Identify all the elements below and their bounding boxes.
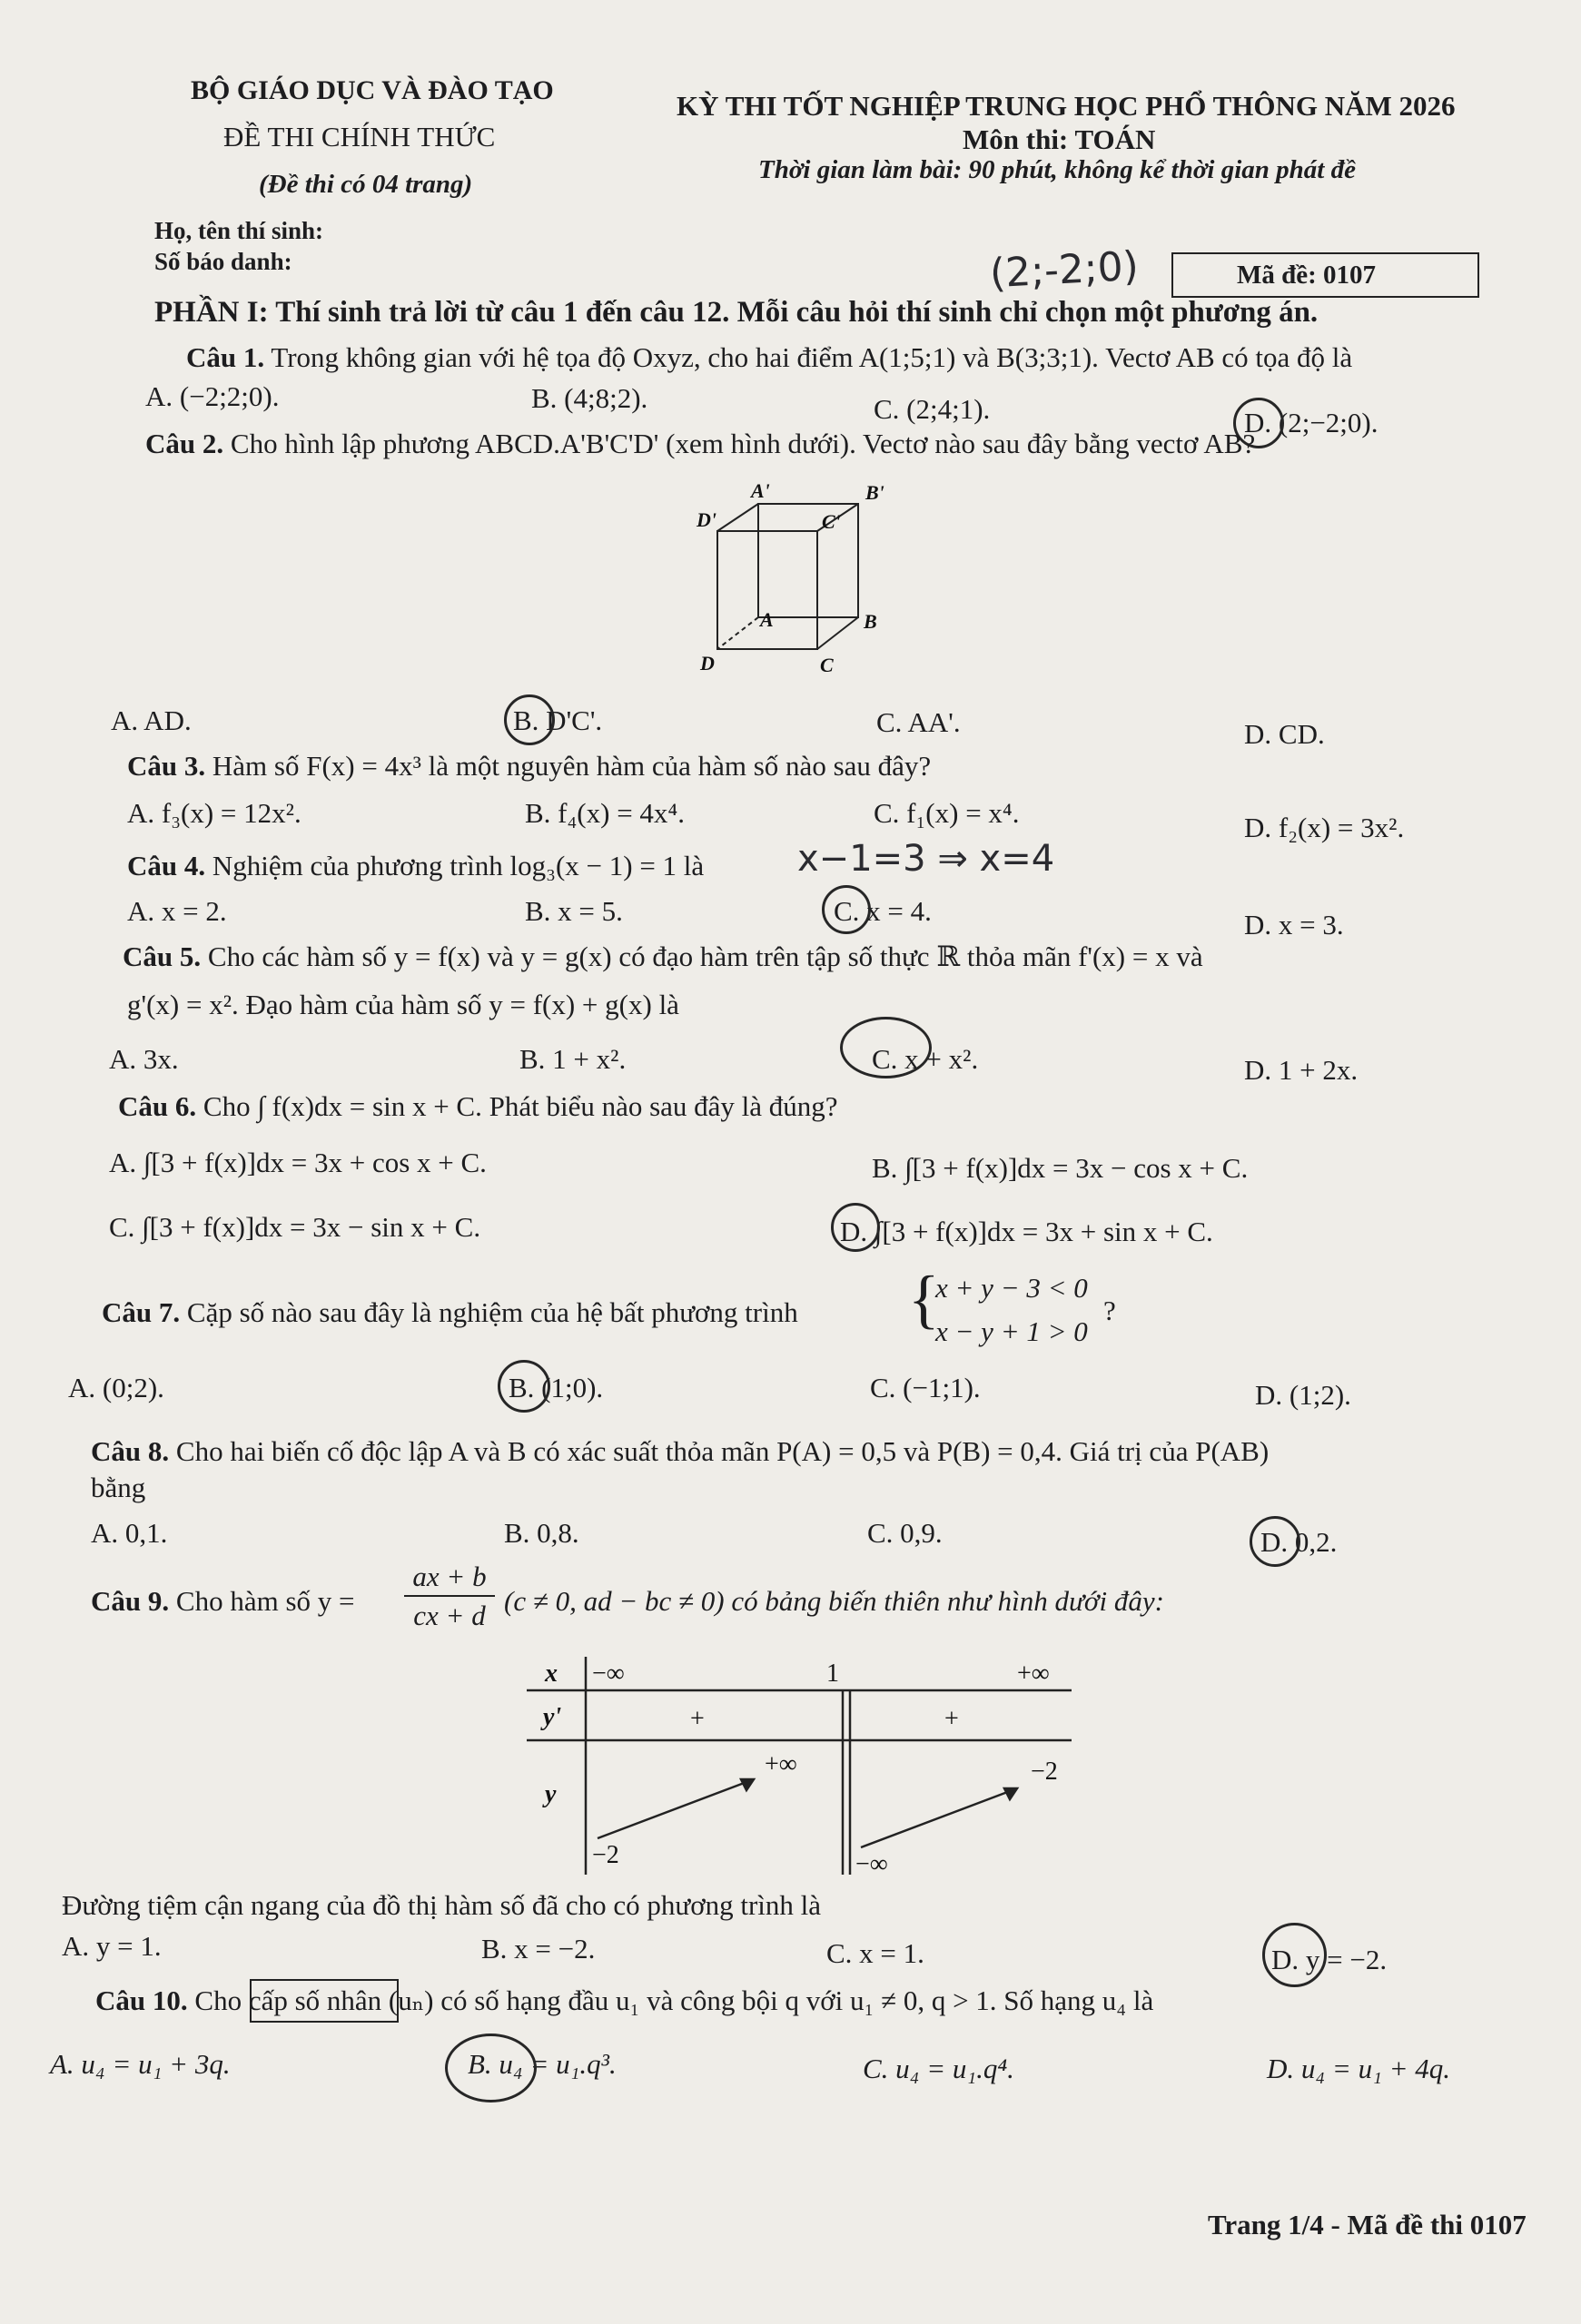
q3-option-d: D. f₂(x) = 3x². bbox=[1244, 812, 1405, 843]
q3-option-a: A. f₃(x) = 12x². bbox=[127, 797, 301, 829]
q10-label: Câu 10. bbox=[95, 1984, 188, 2016]
table-y-label: y bbox=[545, 1780, 557, 1808]
q8-option-c: C. 0,9. bbox=[867, 1517, 943, 1549]
q6-answer-circle bbox=[831, 1203, 880, 1252]
cube-label-a: A bbox=[760, 608, 774, 631]
q10-answer-circle bbox=[445, 2034, 537, 2102]
cube-label-d1: D' bbox=[697, 508, 716, 531]
system-inequality-2: x − y + 1 > 0 bbox=[935, 1315, 1088, 1347]
arrow-left-head bbox=[741, 1779, 754, 1790]
q9-label: Câu 9. bbox=[91, 1585, 170, 1617]
q8-stem-line2: bằng bbox=[91, 1472, 146, 1503]
q6-option-a: A. ∫[3 + f(x)]dx = 3x + cos x + C. bbox=[109, 1147, 487, 1178]
official-exam-label: ĐỀ THI CHÍNH THỨC bbox=[223, 121, 496, 153]
q7-label: Câu 7. bbox=[102, 1296, 181, 1328]
cube-label-c: C bbox=[820, 654, 834, 676]
table-dy-label: y' bbox=[543, 1703, 562, 1731]
q4-text: Nghiệm của phương trình log₃(x − 1) = 1 là bbox=[212, 850, 705, 881]
q10-option-c: C. u₄ = u₁.q⁴. bbox=[863, 2053, 1014, 2084]
q8-option-a: A. 0,1. bbox=[91, 1517, 168, 1549]
q10-option-d: D. u₄ = u₁ + 4q. bbox=[1267, 2053, 1451, 2084]
q1-option-d: D. (2;−2;0). bbox=[1244, 407, 1378, 438]
q4-option-a: A. x = 2. bbox=[127, 895, 227, 927]
q9-question: Đường tiệm cận ngang của đồ thị hàm số đã cho có phương trình là bbox=[62, 1889, 822, 1921]
q5-stem-line2: g'(x) = x². Đạo hàm của hàm số y = f(x) + g(x) là bbox=[127, 989, 679, 1020]
q5-answer-circle bbox=[840, 1017, 932, 1078]
handwritten-answer-note: (2;-2;0) bbox=[988, 242, 1141, 298]
q6-option-b: B. ∫[3 + f(x)]dx = 3x − cos x + C. bbox=[872, 1152, 1249, 1184]
q1-option-b: B. (4;8;2). bbox=[531, 382, 648, 414]
q7-stem bbox=[102, 1295, 798, 1329]
q7-option-b: B. (1;0). bbox=[509, 1372, 604, 1403]
q4-stem bbox=[127, 849, 704, 882]
q2-option-d: D. CD. bbox=[1244, 718, 1325, 750]
cube-front-face bbox=[717, 531, 817, 649]
q7-option-d: D. (1;2). bbox=[1255, 1379, 1351, 1411]
q2-option-a: A. AD. bbox=[111, 704, 192, 736]
arrow-left-branch bbox=[598, 1779, 754, 1838]
q9-text-post: (c ≠ 0, ad − bc ≠ 0) có bảng biến thiên như hình dưới đây: bbox=[504, 1585, 1164, 1617]
ministry-title: BỘ GIÁO DỤC VÀ ĐÀO TẠO bbox=[191, 75, 554, 105]
q2-option-c: C. AA'. bbox=[876, 706, 961, 738]
cube-figure bbox=[695, 463, 931, 690]
candidate-id-label: Số báo danh: bbox=[154, 248, 292, 275]
time-note: Thời gian làm bài: 90 phút, không kể thời gian phát đề bbox=[758, 155, 1356, 184]
q9-answer-circle bbox=[1262, 1923, 1327, 1987]
cube-label-b: B bbox=[864, 610, 877, 633]
cube-label-d: D bbox=[700, 652, 715, 675]
cube-back-face bbox=[758, 504, 858, 617]
q8-text: Cho hai biến cố độc lập A và B có xác suất thỏa mãn P(A) = 0,5 và P(B) = 0,4. Giá trị của P(AB) bbox=[175, 1435, 1270, 1467]
candidate-name-label: Họ, tên thí sinh: bbox=[154, 217, 324, 244]
q6-text: Cho ∫ f(x)dx = sin x + C. Phát biểu nào sau đây là đúng? bbox=[203, 1090, 838, 1122]
table-x-label: x bbox=[545, 1659, 558, 1688]
system-brace: { bbox=[908, 1263, 940, 1335]
q6-option-c: C. ∫[3 + f(x)]dx = 3x − sin x + C. bbox=[109, 1211, 481, 1243]
q1-option-c: C. (2;4;1). bbox=[874, 393, 991, 425]
q6-label: Câu 6. bbox=[118, 1090, 197, 1122]
q3-option-c: C. f₁(x) = x⁴. bbox=[874, 797, 1020, 829]
exam-title: KỲ THI TỐT NGHIỆP TRUNG HỌC PHỔ THÔNG NĂM 2026 bbox=[677, 90, 1456, 122]
q9-stem bbox=[91, 1584, 355, 1618]
q1-option-a: A. (−2;2;0). bbox=[145, 380, 280, 412]
q5-label: Câu 5. bbox=[123, 940, 202, 972]
q9-fraction bbox=[404, 1560, 495, 1632]
table-y-right-minus2: −2 bbox=[1031, 1758, 1058, 1786]
q7-option-a: A. (0;2). bbox=[68, 1372, 164, 1403]
q4-answer-circle bbox=[822, 885, 871, 934]
q3-text: Hàm số F(x) = 4x³ là một nguyên hàm của hàm số nào sau đây? bbox=[212, 750, 932, 782]
q7-text: Cặp số nào sau đây là nghiệm của hệ bất phương trình bbox=[186, 1296, 798, 1328]
geometric-sequence-box bbox=[250, 1979, 399, 2023]
exam-code-box bbox=[1171, 252, 1479, 298]
table-x-neg-inf: −∞ bbox=[592, 1659, 625, 1688]
q3-option-b: B. f₄(x) = 4x⁴. bbox=[525, 797, 685, 829]
system-inequality-1: x + y − 3 < 0 bbox=[935, 1272, 1088, 1304]
q8-answer-circle bbox=[1250, 1516, 1300, 1567]
arrow-right-head bbox=[1004, 1788, 1017, 1799]
table-x-one: 1 bbox=[826, 1659, 839, 1688]
table-y-left-minus2: −2 bbox=[592, 1841, 619, 1869]
q8-label: Câu 8. bbox=[91, 1435, 170, 1467]
q4-option-c: C. x = 4. bbox=[834, 895, 932, 927]
q9-fraction-denominator: cx + d bbox=[413, 1600, 486, 1632]
part-1-heading: PHẦN I: Thí sinh trả lời từ câu 1 đến câu 12. Mỗi câu hỏi thí sinh chỉ chọn một phương án. bbox=[154, 296, 1319, 329]
q5-text: Cho các hàm số y = f(x) và y = g(x) có đạo hàm trên tập số thực ℝ thỏa mãn f'(x) = x và bbox=[207, 940, 1203, 972]
q7-answer-circle bbox=[498, 1360, 550, 1413]
q5-option-c: C. x + x². bbox=[872, 1043, 979, 1075]
q5-option-d: D. 1 + 2x. bbox=[1244, 1054, 1359, 1086]
arrow-right-branch bbox=[861, 1788, 1017, 1847]
page-footer: Trang 1/4 - Mã đề thi 0107 bbox=[1208, 2209, 1527, 2240]
q1-label: Câu 1. bbox=[186, 341, 265, 373]
table-dy-sign-2: + bbox=[944, 1705, 959, 1733]
table-x-pos-inf: +∞ bbox=[1017, 1659, 1050, 1688]
q9-option-a: A. y = 1. bbox=[62, 1930, 162, 1962]
q3-stem bbox=[127, 749, 931, 783]
q2-option-b: B. D'C'. bbox=[513, 704, 603, 736]
q2-text: Cho hình lập phương ABCD.A'B'C'D' (xem hình dưới). Vectơ nào sau đây bằng vectơ AB? bbox=[230, 428, 1256, 459]
subject: Môn thi: TOÁN bbox=[963, 123, 1156, 155]
q5-option-a: A. 3x. bbox=[109, 1043, 179, 1075]
cube-label-c1: C' bbox=[822, 510, 841, 533]
q7-question-mark: ? bbox=[1103, 1295, 1116, 1326]
q8-option-d: D. 0,2. bbox=[1260, 1526, 1338, 1558]
q7-option-c: C. (−1;1). bbox=[870, 1372, 981, 1403]
q5-stem bbox=[123, 940, 1203, 973]
q8-option-b: B. 0,8. bbox=[504, 1517, 579, 1549]
q6-stem bbox=[118, 1089, 838, 1123]
exam-code: Mã đề: 0107 bbox=[1237, 261, 1377, 290]
q1-text: Trong không gian với hệ tọa độ Oxyz, cho hai điểm A(1;5;1) và B(3;3;1). Vectơ AB có tọa độ là bbox=[271, 341, 1353, 373]
table-y-neg-inf: −∞ bbox=[855, 1850, 888, 1878]
q5-option-b: B. 1 + x². bbox=[519, 1043, 627, 1075]
q4-label: Câu 4. bbox=[127, 850, 206, 881]
pages-note: (Đề thi có 04 trang) bbox=[259, 170, 473, 199]
q1-stem bbox=[186, 340, 1352, 374]
q9-option-c: C. x = 1. bbox=[826, 1937, 924, 1969]
q6-option-d: D. ∫[3 + f(x)]dx = 3x + sin x + C. bbox=[840, 1216, 1213, 1247]
table-y-pos-inf: +∞ bbox=[765, 1750, 797, 1778]
variation-table bbox=[527, 1652, 1090, 1879]
q8-stem bbox=[91, 1434, 1269, 1468]
q2-label: Câu 2. bbox=[145, 428, 224, 459]
q10-text: Cho cấp số nhân (uₙ) có số hạng đầu u₁ và công bội q với u₁ ≠ 0, q > 1. Số hạng u₄ là bbox=[194, 1984, 1154, 2016]
q9-fraction-numerator: ax + b bbox=[404, 1560, 495, 1597]
cube-label-b1: B' bbox=[865, 481, 884, 504]
q9-option-b: B. x = −2. bbox=[481, 1933, 596, 1965]
cube-label-a1: A' bbox=[751, 479, 770, 502]
q4-handwritten-work: x−1=3 ⇒ x=4 bbox=[797, 838, 1055, 880]
q3-label: Câu 3. bbox=[127, 750, 206, 782]
q4-option-b: B. x = 5. bbox=[525, 895, 623, 927]
q10-option-b: B. u₄ = u₁.q³. bbox=[468, 2048, 617, 2080]
q9-option-d: D. y = −2. bbox=[1271, 1944, 1388, 1975]
q2-stem bbox=[145, 427, 1255, 460]
q4-option-d: D. x = 3. bbox=[1244, 909, 1344, 940]
table-dy-sign-1: + bbox=[690, 1705, 705, 1733]
q10-option-a: A. u₄ = u₁ + 3q. bbox=[50, 2048, 231, 2080]
q9-text-pre: Cho hàm số y = bbox=[175, 1585, 355, 1617]
q2-answer-circle bbox=[504, 694, 555, 745]
